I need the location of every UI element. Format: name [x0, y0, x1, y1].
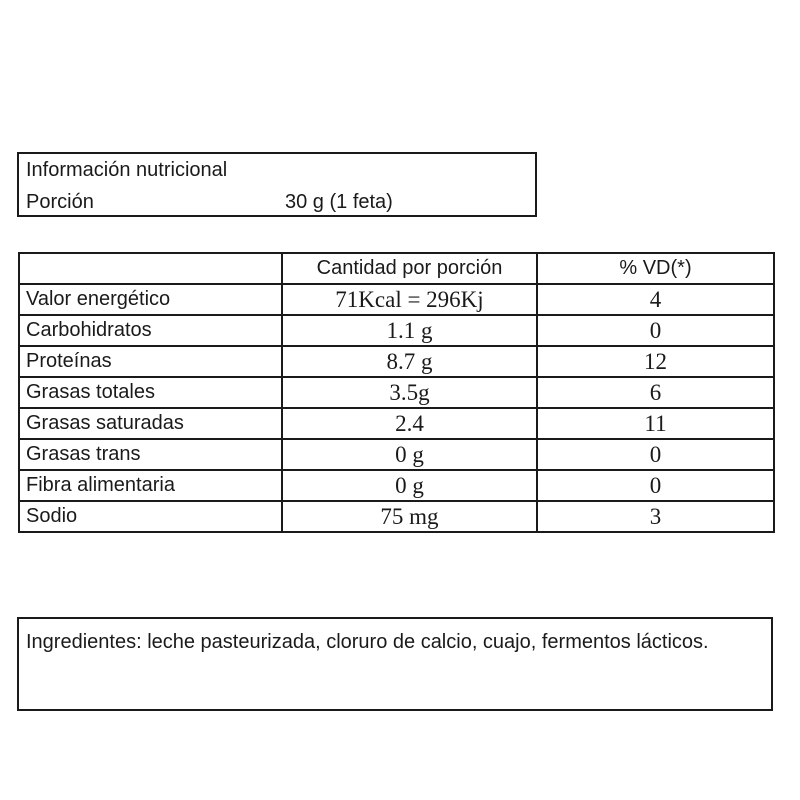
row-label: Grasas saturadas — [19, 408, 282, 439]
portion-row — [26, 189, 535, 215]
row-amount: 0 g — [282, 470, 537, 501]
nutrition-table — [18, 252, 775, 533]
table-row — [19, 408, 774, 439]
row-dv: 0 — [537, 439, 774, 470]
row-dv: 0 — [537, 315, 774, 346]
table-row — [19, 439, 774, 470]
table-row — [19, 284, 774, 315]
row-dv: 0 — [537, 470, 774, 501]
row-amount: 3.5g — [282, 377, 537, 408]
row-label: Grasas trans — [19, 439, 282, 470]
row-dv: 3 — [537, 501, 774, 532]
portion-value: 30 g (1 feta) — [285, 191, 393, 213]
table-row — [19, 346, 774, 377]
row-label: Fibra alimentaria — [19, 470, 282, 501]
portion-label: Porción — [26, 191, 94, 213]
ingredients-box — [17, 617, 773, 711]
row-amount: 2.4 — [282, 408, 537, 439]
row-amount: 71Kcal = 296Kj — [282, 284, 537, 315]
row-amount: 8.7 g — [282, 346, 537, 377]
nutrition-info-title: Información nutricional — [26, 159, 228, 181]
row-dv: 4 — [537, 284, 774, 315]
row-dv: 11 — [537, 408, 774, 439]
header-cell-nutrient — [19, 253, 282, 284]
table-row — [19, 377, 774, 408]
row-dv: 12 — [537, 346, 774, 377]
row-label: Valor energético — [19, 284, 282, 315]
row-dv: 6 — [537, 377, 774, 408]
row-label: Grasas totales — [19, 377, 282, 408]
row-amount: 1.1 g — [282, 315, 537, 346]
table-row — [19, 501, 774, 532]
ingredients-text: Ingredientes: leche pasteurizada, cloruro de calcio, cuajo, fermentos lácticos. — [26, 631, 709, 653]
table-row — [19, 315, 774, 346]
table-row — [19, 470, 774, 501]
header-cell-dv: % VD(*) — [537, 253, 774, 284]
header-box — [17, 152, 537, 217]
header-cell-amount: Cantidad por porción — [282, 253, 537, 284]
table-header-row — [19, 253, 774, 284]
row-label: Sodio — [19, 501, 282, 532]
row-label: Proteínas — [19, 346, 282, 377]
row-amount: 75 mg — [282, 501, 537, 532]
row-amount: 0 g — [282, 439, 537, 470]
row-label: Carbohidratos — [19, 315, 282, 346]
